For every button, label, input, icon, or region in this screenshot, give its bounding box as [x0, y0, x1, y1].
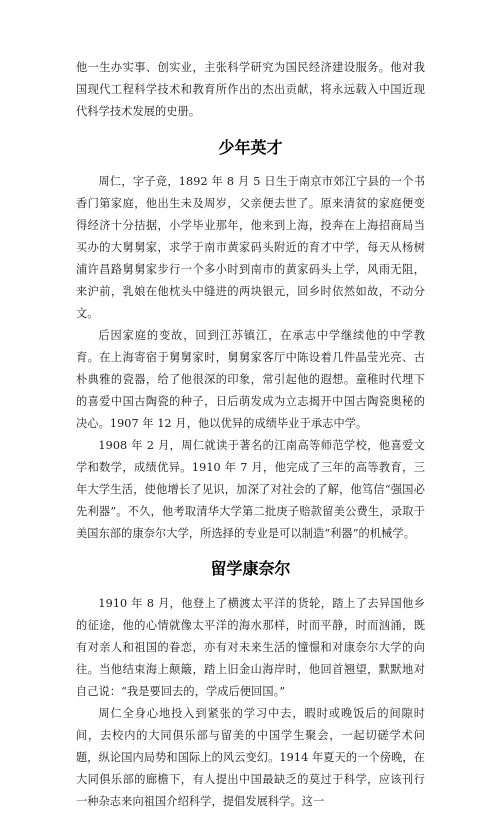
intro-paragraph: 他一生办实事、创实业，主张科学研究为国民经济建设服务。他对我国现代工程科学技术和教育所作出的杰出贡献，将永远载入中国近现代科学技术发展的史册。 [76, 61, 425, 118]
section-heading-cornell: 留学康奈尔 [210, 559, 291, 578]
paragraph: 周仁全身心地投入到紧张的学习中去，暇时或晚饭后的间隙时间，去校内的大同俱乐部与留美的中国学生聚会，一起切磋学术问题，纵论国内局势和国际上的风云变幻。1914 年夏天的一个傍晚，在大同俱乐部的廊檐下，有人提出中国最缺乏的莫过于科学，应该刊行一种杂志来向祖国介绍科学，提倡发展科学。这一 [76, 707, 425, 808]
paragraph: 1908 年 2 月，周仁就读于著名的江南高等师范学校，他喜爱文学和数学，成绩优异。1910 年 7 月，他完成了三年的高等教育，三年大学生活，使他增长了见识，加深了对社会的了解，他笃信“强国必先利器”。不久，他考取清华大学第二批庚子赔款留美公费生，录取于美国东部的康奈尔大学，所选择的专业是可以制造“利器”的机械学。 [76, 439, 425, 540]
paragraph: 周仁，字子竞，1892 年 8 月 5 日生于南京市郊江宁县的一个书香门第家庭，他出生未及周岁，父亲便去世了。原来清贫的家庭便变得经济十分拮据，小学毕业那年，他来到上海，投奔在上海招商局当买办的大舅舅家，求学于南市黄家码头附近的育才中学，每天从杨树浦许昌路舅舅家步行一个多小时到南市的黄家码头上学，风雨无阻，来沪前，乳娘在他枕头中缝进的两块银元，回乡时依然如故，不动分文。 [76, 175, 425, 320]
section-cornell [76, 557, 425, 813]
paragraph: 后因家庭的变故，回到江苏镇江，在承志中学继续他的中学教育。在上海寄宿于舅舅家时，舅舅家客厅中陈设着几件晶莹光亮、古朴典雅的瓷器，给了他很深的印象，常引起他的遐想。童稚时代埋下的喜爱中国古陶瓷的种子，日后萌发成为立志揭开中国古陶瓷奥秘的决心。1907 年 12 月，他以优异的成绩毕业于承志中学。 [76, 329, 425, 430]
section-heading-youth: 少年英才 [218, 138, 283, 157]
paragraph: 1910 年 8 月，他登上了横渡太平洋的货轮，踏上了去异国他乡的征途，他的心情就像太平洋的海水那样，时而平静，时而汹涌，既有对亲人和祖国的眷恋，亦有对未来生活的憧憬和对康奈尔大学的向往。当他结束海上颠簸，踏上旧金山海岸时，他回首翘望，默默地对自己说：“我是要回去的，学成后便回国。” [76, 597, 425, 698]
section-youth [76, 136, 425, 545]
